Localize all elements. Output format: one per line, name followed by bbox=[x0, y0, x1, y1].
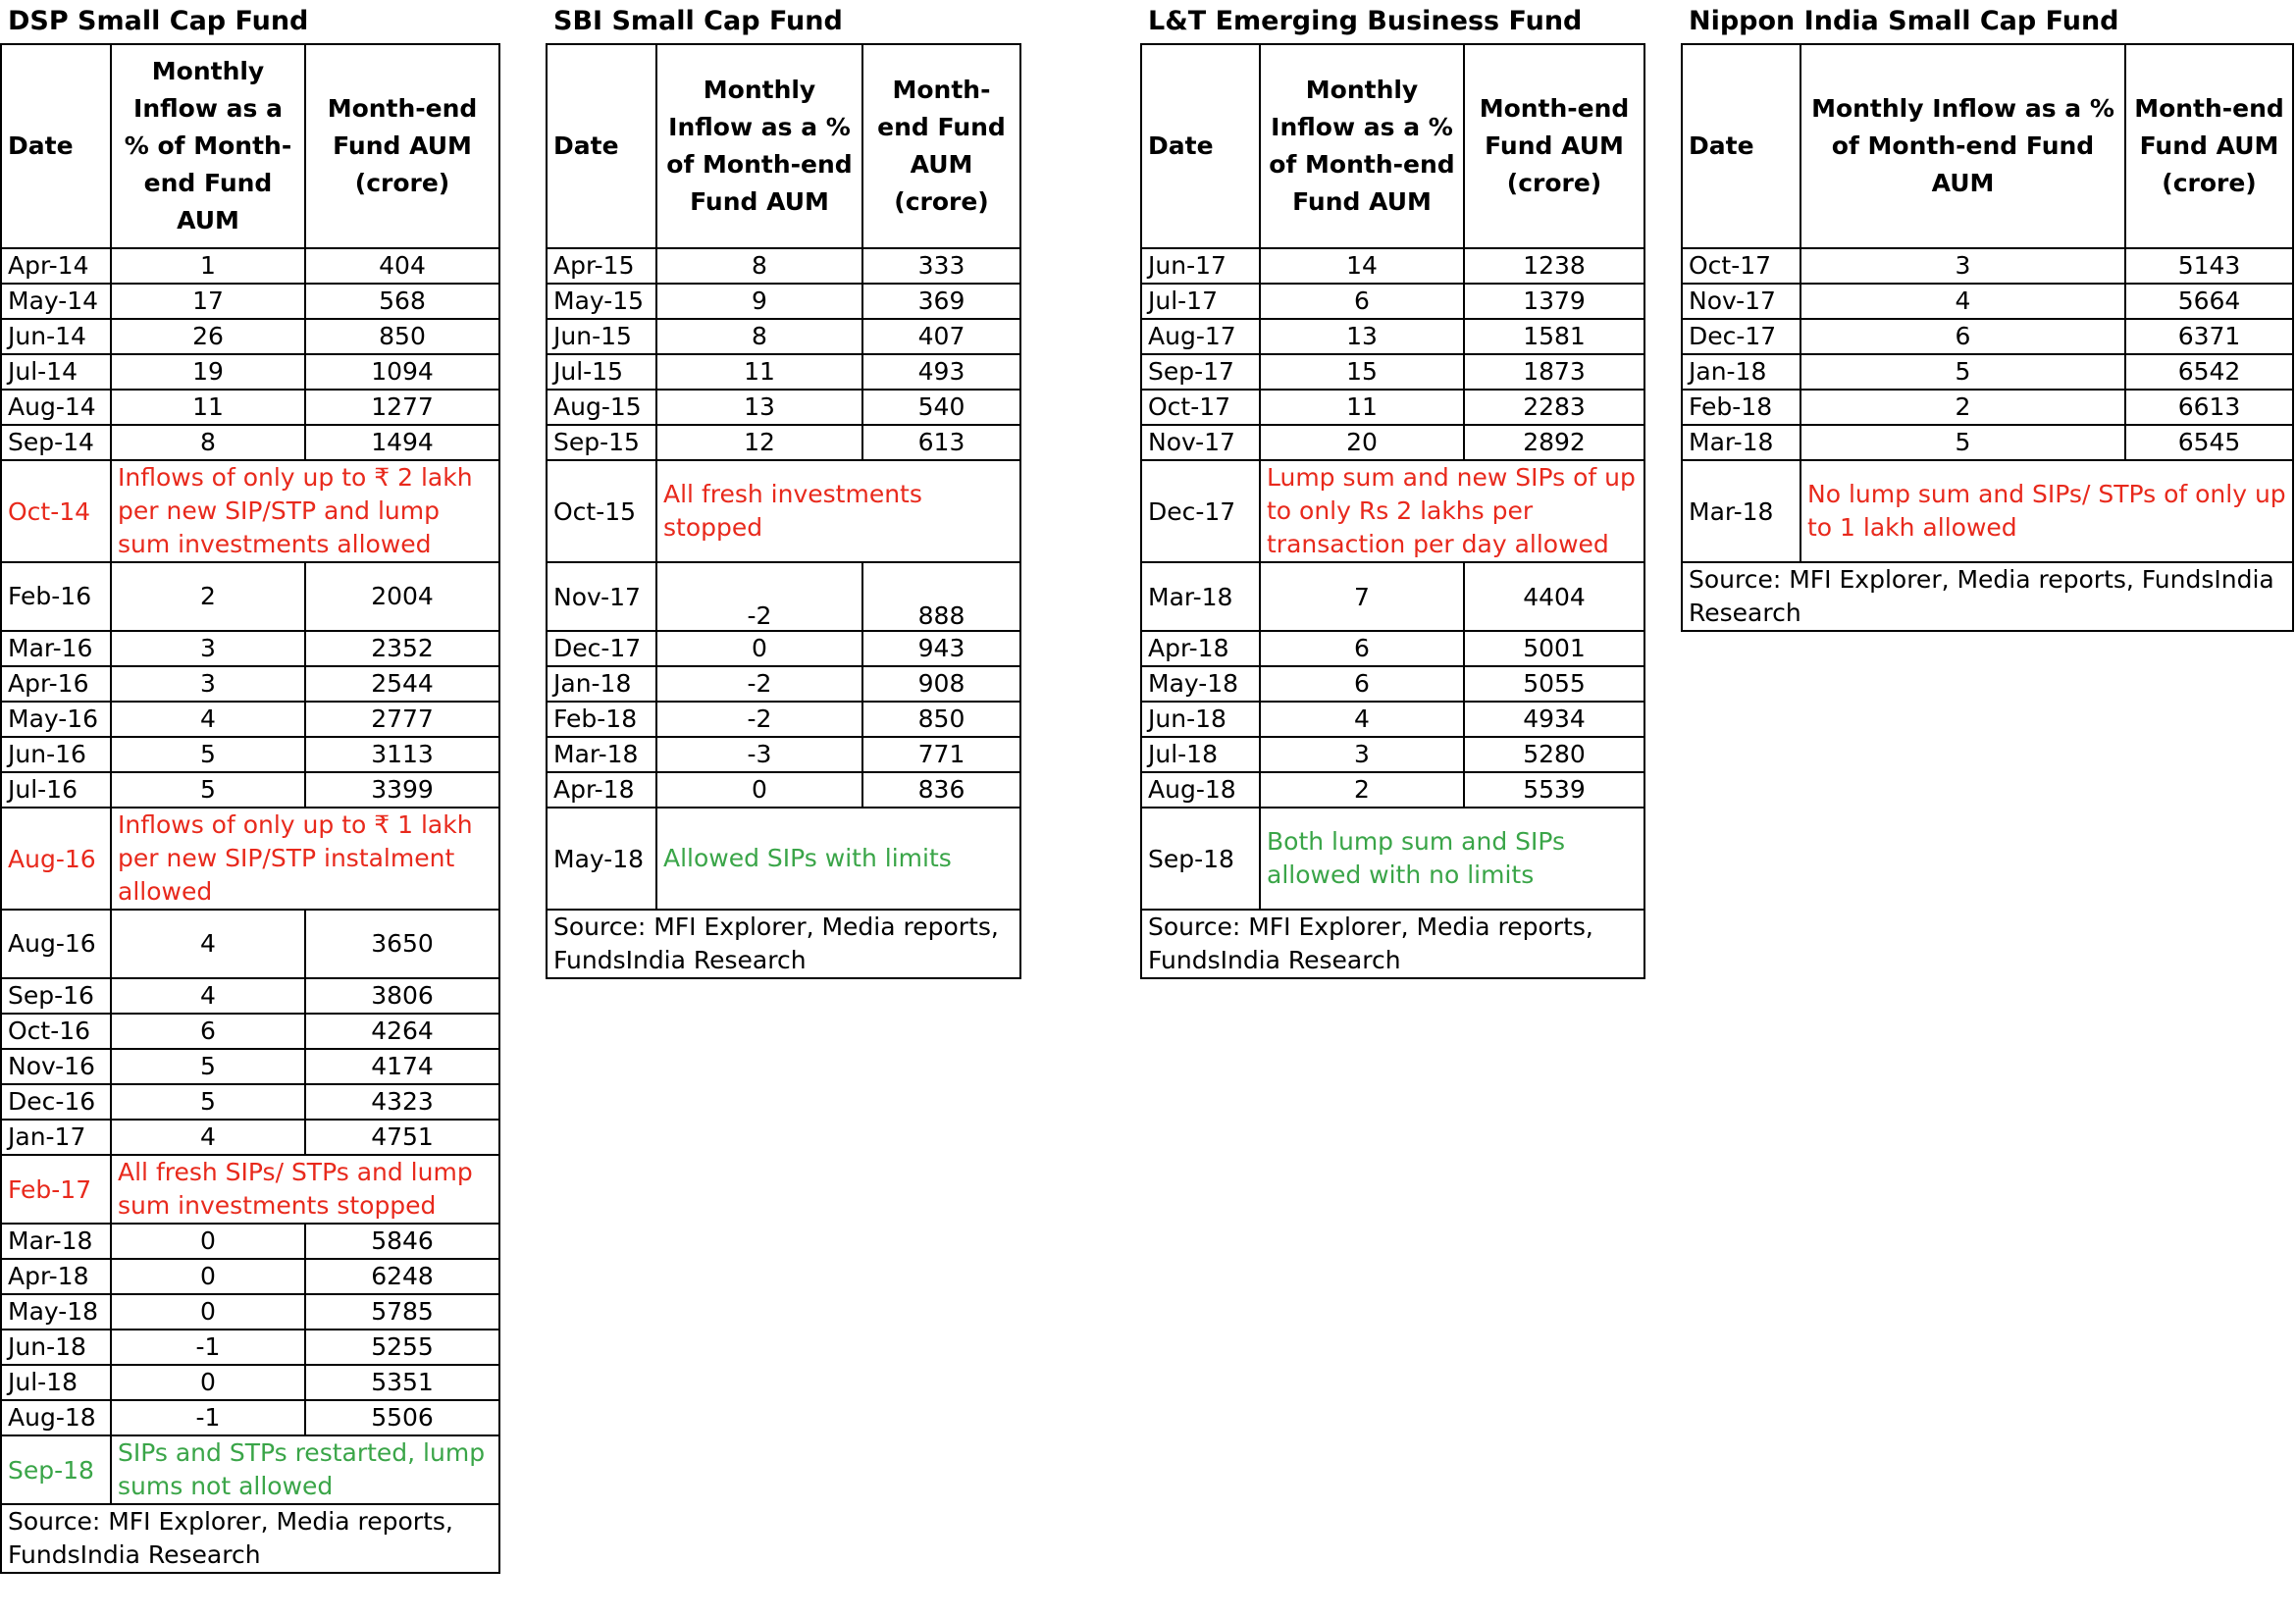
date-cell: Mar-18 bbox=[547, 737, 656, 772]
inflow-cell: 3 bbox=[1800, 248, 2125, 284]
date-cell: Jan-18 bbox=[547, 666, 656, 702]
table-row bbox=[547, 319, 1020, 354]
date-cell: Oct-17 bbox=[1141, 390, 1260, 425]
aum-cell: 888 bbox=[862, 562, 1020, 631]
date-cell: Jul-18 bbox=[1141, 737, 1260, 772]
inflow-cell: 4 bbox=[111, 1120, 305, 1155]
date-header: Date bbox=[1141, 44, 1260, 248]
table-row bbox=[547, 248, 1020, 284]
aum-header: Month-end Fund AUM (crore) bbox=[1464, 44, 1644, 248]
date-cell: Jul-17 bbox=[1141, 284, 1260, 319]
date-cell: Apr-14 bbox=[1, 248, 111, 284]
date-cell: Apr-15 bbox=[547, 248, 656, 284]
header-row bbox=[1141, 44, 1644, 248]
aum-cell: 6371 bbox=[2125, 319, 2293, 354]
note-row bbox=[1141, 460, 1644, 562]
inflow-cell: 0 bbox=[656, 772, 862, 808]
inflow-cell: 20 bbox=[1260, 425, 1464, 460]
inflow-cell: 11 bbox=[656, 354, 862, 390]
aum-cell: 407 bbox=[862, 319, 1020, 354]
note-date: Oct-14 bbox=[1, 460, 111, 562]
fund-dsp bbox=[0, 0, 500, 1574]
date-cell: Feb-16 bbox=[1, 562, 111, 631]
inflow-cell: 6 bbox=[1260, 284, 1464, 319]
date-cell: May-15 bbox=[547, 284, 656, 319]
note-text: Lump sum and new SIPs of up to only Rs 2 lakhs per transaction per day allowed bbox=[1260, 460, 1644, 562]
aum-cell: 6248 bbox=[305, 1259, 499, 1294]
inflow-header: Monthly Inflow as a % of Month-end Fund AUM bbox=[1800, 44, 2125, 248]
date-cell: Feb-18 bbox=[1682, 390, 1800, 425]
source-row bbox=[1141, 910, 1644, 978]
date-cell: Sep-15 bbox=[547, 425, 656, 460]
date-cell: May-18 bbox=[1141, 666, 1260, 702]
source-row bbox=[1682, 562, 2293, 631]
aum-cell: 369 bbox=[862, 284, 1020, 319]
date-cell: Aug-17 bbox=[1141, 319, 1260, 354]
fund-nippon bbox=[1681, 0, 2294, 632]
table-row bbox=[547, 284, 1020, 319]
inflow-cell: 0 bbox=[111, 1259, 305, 1294]
aum-cell: 5846 bbox=[305, 1224, 499, 1259]
aum-cell: 6542 bbox=[2125, 354, 2293, 390]
inflow-cell: 3 bbox=[1260, 737, 1464, 772]
table-row bbox=[1, 1400, 499, 1435]
table-row bbox=[1, 1330, 499, 1365]
aum-cell: 5785 bbox=[305, 1294, 499, 1330]
date-header: Date bbox=[1, 44, 111, 248]
aum-cell: 568 bbox=[305, 284, 499, 319]
note-text: SIPs and STPs restarted, lump sums not allowed bbox=[111, 1435, 499, 1504]
source-note: Source: MFI Explorer, Media reports, FundsIndia Research bbox=[1, 1504, 499, 1573]
date-cell: Dec-16 bbox=[1, 1084, 111, 1120]
aum-cell: 850 bbox=[305, 319, 499, 354]
table-row bbox=[1141, 631, 1644, 666]
inflow-cell: 4 bbox=[111, 978, 305, 1014]
table-row bbox=[1141, 248, 1644, 284]
aum-cell: 5280 bbox=[1464, 737, 1644, 772]
date-cell: Nov-17 bbox=[1682, 284, 1800, 319]
note-row bbox=[1682, 460, 2293, 562]
table-row bbox=[1, 737, 499, 772]
aum-header: Month-end Fund AUM (crore) bbox=[862, 44, 1020, 248]
table-row bbox=[1682, 284, 2293, 319]
note-date: Mar-18 bbox=[1682, 460, 1800, 562]
table-row bbox=[1141, 425, 1644, 460]
table-row bbox=[547, 666, 1020, 702]
aum-cell: 1379 bbox=[1464, 284, 1644, 319]
inflow-cell: 3 bbox=[111, 631, 305, 666]
note-row bbox=[1141, 808, 1644, 910]
table-row bbox=[1, 1014, 499, 1049]
inflow-header: Monthly Inflow as a % of Month-end Fund AUM bbox=[656, 44, 862, 248]
inflow-cell: 9 bbox=[656, 284, 862, 319]
date-cell: Jan-18 bbox=[1682, 354, 1800, 390]
table-row bbox=[1, 1084, 499, 1120]
date-cell: Sep-16 bbox=[1, 978, 111, 1014]
inflow-cell: 2 bbox=[111, 562, 305, 631]
note-text: Both lump sum and SIPs allowed with no limits bbox=[1260, 808, 1644, 910]
aum-cell: 2283 bbox=[1464, 390, 1644, 425]
aum-cell: 493 bbox=[862, 354, 1020, 390]
inflow-cell: 4 bbox=[111, 910, 305, 978]
aum-cell: 850 bbox=[862, 702, 1020, 737]
aum-cell: 5351 bbox=[305, 1365, 499, 1400]
table-row bbox=[1682, 354, 2293, 390]
date-cell: Aug-14 bbox=[1, 390, 111, 425]
table-row bbox=[1682, 319, 2293, 354]
date-cell: Jun-18 bbox=[1, 1330, 111, 1365]
date-cell: Apr-18 bbox=[1, 1259, 111, 1294]
inflow-cell: -2 bbox=[656, 702, 862, 737]
date-cell: Apr-18 bbox=[1141, 631, 1260, 666]
inflow-cell: 6 bbox=[111, 1014, 305, 1049]
inflow-cell: 11 bbox=[111, 390, 305, 425]
inflow-cell: 8 bbox=[656, 248, 862, 284]
aum-cell: 4934 bbox=[1464, 702, 1644, 737]
aum-cell: 1277 bbox=[305, 390, 499, 425]
fund-title: L&T Emerging Business Fund bbox=[1148, 6, 1583, 36]
date-cell: Mar-18 bbox=[1682, 425, 1800, 460]
note-row bbox=[1, 808, 499, 910]
aum-cell: 6545 bbox=[2125, 425, 2293, 460]
table-row bbox=[547, 631, 1020, 666]
date-cell: Nov-17 bbox=[1141, 425, 1260, 460]
aum-cell: 5664 bbox=[2125, 284, 2293, 319]
aum-cell: 943 bbox=[862, 631, 1020, 666]
note-row bbox=[1, 1155, 499, 1224]
date-cell: Mar-18 bbox=[1, 1224, 111, 1259]
aum-cell: 1873 bbox=[1464, 354, 1644, 390]
inflow-cell: 8 bbox=[111, 425, 305, 460]
table-row bbox=[1, 1049, 499, 1084]
date-cell: Apr-18 bbox=[547, 772, 656, 808]
inflow-cell: -1 bbox=[111, 1400, 305, 1435]
inflow-header: Monthly Inflow as a % of Month-end Fund AUM bbox=[111, 44, 305, 248]
date-cell: Aug-16 bbox=[1, 910, 111, 978]
inflow-cell: 0 bbox=[111, 1294, 305, 1330]
table-row bbox=[1682, 390, 2293, 425]
aum-cell: 908 bbox=[862, 666, 1020, 702]
table-row bbox=[1141, 390, 1644, 425]
aum-cell: 1094 bbox=[305, 354, 499, 390]
source-row bbox=[547, 910, 1020, 978]
fund-table bbox=[1681, 43, 2294, 632]
fund-title: Nippon India Small Cap Fund bbox=[1689, 6, 2119, 36]
date-cell: Aug-15 bbox=[547, 390, 656, 425]
fund-sbi bbox=[546, 0, 1021, 979]
fund-table bbox=[1140, 43, 1645, 979]
table-row bbox=[1, 910, 499, 978]
date-cell: Jun-17 bbox=[1141, 248, 1260, 284]
inflow-cell: 11 bbox=[1260, 390, 1464, 425]
inflow-cell: 4 bbox=[1260, 702, 1464, 737]
date-header: Date bbox=[1682, 44, 1800, 248]
table-row bbox=[547, 425, 1020, 460]
source-note: Source: MFI Explorer, Media reports, FundsIndia Research bbox=[1141, 910, 1644, 978]
note-row bbox=[1, 460, 499, 562]
inflow-cell: -3 bbox=[656, 737, 862, 772]
date-cell: Aug-18 bbox=[1141, 772, 1260, 808]
date-cell: Jun-18 bbox=[1141, 702, 1260, 737]
aum-cell: 4751 bbox=[305, 1120, 499, 1155]
note-text: All fresh investments stopped bbox=[656, 460, 1020, 562]
date-cell: Aug-18 bbox=[1, 1400, 111, 1435]
inflow-cell: 4 bbox=[1800, 284, 2125, 319]
note-text: No lump sum and SIPs/ STPs of only up to 1 lakh allowed bbox=[1800, 460, 2293, 562]
date-cell: Oct-17 bbox=[1682, 248, 1800, 284]
date-cell: Jun-15 bbox=[547, 319, 656, 354]
table-row bbox=[1141, 284, 1644, 319]
inflow-cell: 1 bbox=[111, 248, 305, 284]
aum-cell: 4264 bbox=[305, 1014, 499, 1049]
table-row bbox=[1, 1294, 499, 1330]
inflow-cell: 2 bbox=[1800, 390, 2125, 425]
inflow-cell: -1 bbox=[111, 1330, 305, 1365]
note-row bbox=[1, 1435, 499, 1504]
header-row bbox=[1682, 44, 2293, 248]
date-cell: Jun-16 bbox=[1, 737, 111, 772]
inflow-cell: 5 bbox=[1800, 354, 2125, 390]
table-row bbox=[1141, 737, 1644, 772]
inflow-cell: 0 bbox=[111, 1365, 305, 1400]
fund-lt bbox=[1140, 0, 1645, 979]
inflow-cell: 0 bbox=[111, 1224, 305, 1259]
table-row bbox=[1, 284, 499, 319]
date-cell: Jul-18 bbox=[1, 1365, 111, 1400]
inflow-cell: 19 bbox=[111, 354, 305, 390]
table-row bbox=[1, 666, 499, 702]
note-date: Feb-17 bbox=[1, 1155, 111, 1224]
aum-cell: 2892 bbox=[1464, 425, 1644, 460]
inflow-cell: 6 bbox=[1800, 319, 2125, 354]
note-text: Allowed SIPs with limits bbox=[656, 808, 1020, 910]
date-cell: Sep-17 bbox=[1141, 354, 1260, 390]
aum-cell: 5001 bbox=[1464, 631, 1644, 666]
inflow-cell: 5 bbox=[111, 772, 305, 808]
inflow-cell: 6 bbox=[1260, 631, 1464, 666]
table-row bbox=[547, 390, 1020, 425]
aum-cell: 2544 bbox=[305, 666, 499, 702]
inflow-cell: 4 bbox=[111, 702, 305, 737]
header-row bbox=[1, 44, 499, 248]
inflow-cell: 13 bbox=[1260, 319, 1464, 354]
table-row bbox=[1, 319, 499, 354]
fund-table bbox=[546, 43, 1021, 979]
inflow-cell: 3 bbox=[111, 666, 305, 702]
inflow-cell: 2 bbox=[1260, 772, 1464, 808]
source-note: Source: MFI Explorer, Media reports, FundsIndia Research bbox=[547, 910, 1020, 978]
note-date: Sep-18 bbox=[1141, 808, 1260, 910]
table-row bbox=[1, 1224, 499, 1259]
inflow-cell: 14 bbox=[1260, 248, 1464, 284]
table-row bbox=[1, 562, 499, 631]
table-row bbox=[1141, 702, 1644, 737]
inflow-cell: 12 bbox=[656, 425, 862, 460]
inflow-header: Monthly Inflow as a % of Month-end Fund AUM bbox=[1260, 44, 1464, 248]
aum-cell: 3806 bbox=[305, 978, 499, 1014]
date-cell: Jun-14 bbox=[1, 319, 111, 354]
aum-header: Month-end Fund AUM (crore) bbox=[305, 44, 499, 248]
aum-cell: 5539 bbox=[1464, 772, 1644, 808]
table-row bbox=[1141, 354, 1644, 390]
aum-cell: 6613 bbox=[2125, 390, 2293, 425]
aum-cell: 5143 bbox=[2125, 248, 2293, 284]
date-cell: Apr-16 bbox=[1, 666, 111, 702]
table-row bbox=[1141, 666, 1644, 702]
aum-cell: 1581 bbox=[1464, 319, 1644, 354]
aum-cell: 3399 bbox=[305, 772, 499, 808]
note-text: Inflows of only up to ₹ 2 lakh per new SIP/STP and lump sum investments allowed bbox=[111, 460, 499, 562]
date-cell: Feb-18 bbox=[547, 702, 656, 737]
table-row bbox=[1682, 248, 2293, 284]
table-row bbox=[1, 772, 499, 808]
table-row bbox=[547, 737, 1020, 772]
aum-cell: 540 bbox=[862, 390, 1020, 425]
date-cell: Sep-14 bbox=[1, 425, 111, 460]
header-row bbox=[547, 44, 1020, 248]
date-cell: Dec-17 bbox=[1682, 319, 1800, 354]
table-row bbox=[547, 354, 1020, 390]
table-row bbox=[1, 702, 499, 737]
date-cell: Mar-16 bbox=[1, 631, 111, 666]
aum-cell: 5055 bbox=[1464, 666, 1644, 702]
aum-cell: 4404 bbox=[1464, 562, 1644, 631]
note-text: Inflows of only up to ₹ 1 lakh per new SIP/STP instalment allowed bbox=[111, 808, 499, 910]
date-cell: Jul-15 bbox=[547, 354, 656, 390]
table-row bbox=[1, 248, 499, 284]
fund-title: SBI Small Cap Fund bbox=[553, 6, 843, 36]
table-row bbox=[1, 631, 499, 666]
source-row bbox=[1, 1504, 499, 1573]
date-cell: May-14 bbox=[1, 284, 111, 319]
table-row bbox=[547, 772, 1020, 808]
date-cell: May-18 bbox=[1, 1294, 111, 1330]
table-row bbox=[1, 978, 499, 1014]
inflow-cell: 15 bbox=[1260, 354, 1464, 390]
aum-cell: 333 bbox=[862, 248, 1020, 284]
inflow-cell: 0 bbox=[656, 631, 862, 666]
inflow-cell: -2 bbox=[656, 562, 862, 631]
fund-table bbox=[0, 43, 500, 1574]
aum-cell: 613 bbox=[862, 425, 1020, 460]
date-cell: Jul-16 bbox=[1, 772, 111, 808]
aum-cell: 1238 bbox=[1464, 248, 1644, 284]
date-cell: Nov-17 bbox=[547, 562, 656, 631]
table-row bbox=[1, 425, 499, 460]
aum-cell: 404 bbox=[305, 248, 499, 284]
aum-cell: 2777 bbox=[305, 702, 499, 737]
aum-cell: 5255 bbox=[305, 1330, 499, 1365]
aum-cell: 1494 bbox=[305, 425, 499, 460]
table-row bbox=[1682, 425, 2293, 460]
inflow-cell: 5 bbox=[111, 737, 305, 772]
note-row bbox=[547, 460, 1020, 562]
aum-cell: 3650 bbox=[305, 910, 499, 978]
note-text: All fresh SIPs/ STPs and lump sum investments stopped bbox=[111, 1155, 499, 1224]
inflow-cell: 7 bbox=[1260, 562, 1464, 631]
date-cell: Oct-16 bbox=[1, 1014, 111, 1049]
table-row bbox=[1, 1365, 499, 1400]
aum-cell: 2352 bbox=[305, 631, 499, 666]
date-cell: May-16 bbox=[1, 702, 111, 737]
date-cell: Mar-18 bbox=[1141, 562, 1260, 631]
aum-cell: 836 bbox=[862, 772, 1020, 808]
inflow-cell: 8 bbox=[656, 319, 862, 354]
inflow-cell: 26 bbox=[111, 319, 305, 354]
aum-cell: 3113 bbox=[305, 737, 499, 772]
inflow-cell: -2 bbox=[656, 666, 862, 702]
aum-cell: 4174 bbox=[305, 1049, 499, 1084]
table-row bbox=[1, 1259, 499, 1294]
table-row bbox=[1, 354, 499, 390]
aum-cell: 5506 bbox=[305, 1400, 499, 1435]
inflow-cell: 17 bbox=[111, 284, 305, 319]
aum-header: Month-end Fund AUM (crore) bbox=[2125, 44, 2293, 248]
note-date: May-18 bbox=[547, 808, 656, 910]
aum-cell: 2004 bbox=[305, 562, 499, 631]
note-date: Sep-18 bbox=[1, 1435, 111, 1504]
date-cell: Jan-17 bbox=[1, 1120, 111, 1155]
inflow-cell: 6 bbox=[1260, 666, 1464, 702]
aum-cell: 4323 bbox=[305, 1084, 499, 1120]
table-row bbox=[1, 390, 499, 425]
date-header: Date bbox=[547, 44, 656, 248]
aum-cell: 771 bbox=[862, 737, 1020, 772]
table-row bbox=[547, 702, 1020, 737]
inflow-cell: 5 bbox=[111, 1084, 305, 1120]
inflow-cell: 5 bbox=[1800, 425, 2125, 460]
source-note: Source: MFI Explorer, Media reports, FundsIndia Research bbox=[1682, 562, 2293, 631]
note-date: Dec-17 bbox=[1141, 460, 1260, 562]
inflow-cell: 5 bbox=[111, 1049, 305, 1084]
table-row bbox=[1141, 319, 1644, 354]
fund-title: DSP Small Cap Fund bbox=[8, 6, 309, 36]
note-row bbox=[547, 808, 1020, 910]
table-row bbox=[1, 1120, 499, 1155]
table-row bbox=[547, 562, 1020, 631]
date-cell: Dec-17 bbox=[547, 631, 656, 666]
inflow-cell: 13 bbox=[656, 390, 862, 425]
date-cell: Nov-16 bbox=[1, 1049, 111, 1084]
note-date: Oct-15 bbox=[547, 460, 656, 562]
note-date: Aug-16 bbox=[1, 808, 111, 910]
date-cell: Jul-14 bbox=[1, 354, 111, 390]
table-row bbox=[1141, 772, 1644, 808]
table-row bbox=[1141, 562, 1644, 631]
